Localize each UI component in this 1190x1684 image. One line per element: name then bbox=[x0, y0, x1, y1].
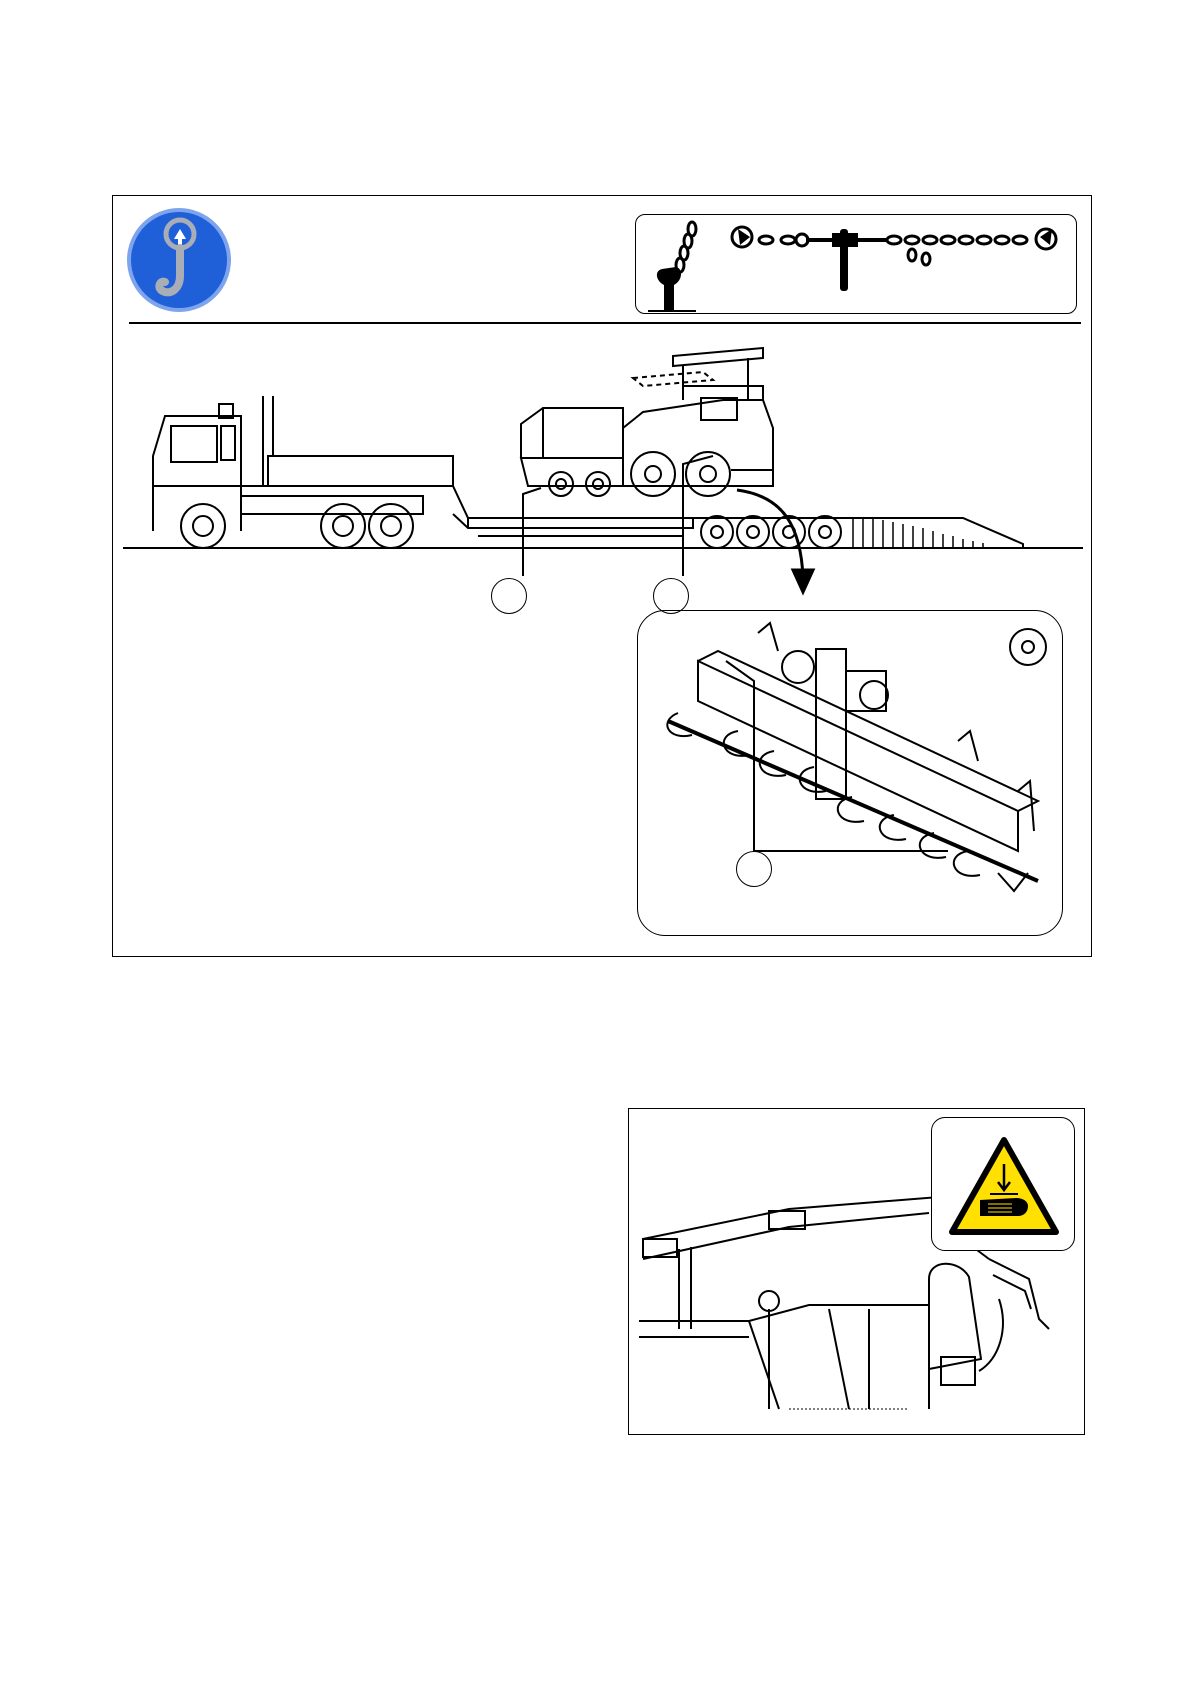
header-divider bbox=[129, 322, 1081, 324]
callout-2 bbox=[653, 578, 689, 614]
callout-1 bbox=[491, 578, 527, 614]
hand-crush-warning-icon bbox=[931, 1117, 1075, 1251]
lifting-hook-icon bbox=[125, 206, 233, 314]
detail-arrow bbox=[733, 486, 823, 596]
transport-figure bbox=[112, 195, 1092, 957]
chain-lashing-icon bbox=[635, 214, 1077, 314]
truck-trailer-illustration bbox=[123, 336, 1083, 586]
canopy-figure bbox=[628, 1108, 1085, 1435]
auger-detail-panel bbox=[637, 610, 1063, 936]
callout-3 bbox=[736, 851, 772, 887]
